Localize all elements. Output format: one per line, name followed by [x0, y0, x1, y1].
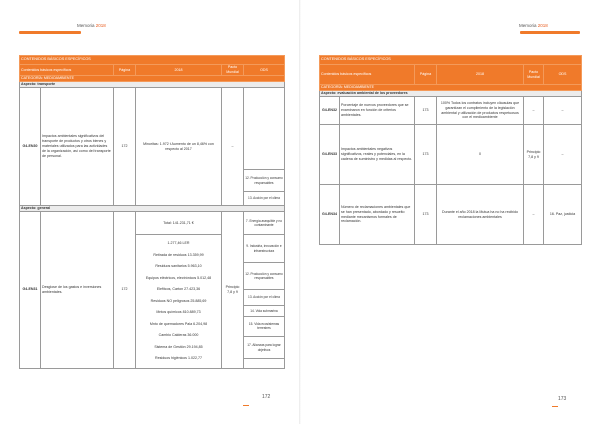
pacto-value: –: [524, 97, 544, 125]
page-number: 172: [262, 394, 271, 400]
page-number-tick: [243, 405, 249, 406]
indicator-value: 0: [437, 125, 524, 185]
ods-value: –: [544, 125, 582, 185]
ods-item: 13. Acción por el clima: [244, 289, 285, 305]
aspect-row: Aspecto: general: [20, 206, 285, 212]
col-header-ods: ODS: [244, 65, 285, 76]
ods-item: 12. Producción y consumo responsables: [244, 170, 285, 192]
pacto-value: Principio 7,8 y 9: [222, 212, 244, 369]
col-header-year: 2018: [437, 65, 524, 85]
list-item: Elefitcos, Carton 27.423,36: [156, 287, 201, 291]
list-item: Mnto de quemadores Pala 6.204,98: [149, 321, 208, 326]
page-number-tick: [552, 406, 558, 407]
gri-table-left: [19, 55, 285, 369]
gri-table-right: [319, 55, 582, 245]
ods-item: 15. Vida ecosistemas terrestres: [244, 316, 285, 336]
list-item: Residuos higiénicos 1.022,77: [155, 356, 202, 360]
list-item: Residuos sanitarios 5.963,10: [155, 264, 202, 268]
ods-item: 9. Industria, innovación e infraestructura: [244, 235, 285, 263]
ods-item: 12. Producción y consumo responsables: [244, 263, 285, 290]
col-header-content: Contenidos básicos específicos: [320, 65, 415, 85]
list-item: Cambio Calderas 36.000: [158, 333, 199, 337]
header-accent-bar: [520, 31, 580, 34]
col-header-ods: ODS: [544, 65, 582, 85]
indicator-code: G4-EN34: [320, 185, 340, 245]
indicator-description: Desglose de los gastos e inversiones ambientales.: [41, 212, 114, 369]
page-number: 173: [558, 396, 567, 402]
indicator-page: 172: [114, 212, 136, 369]
indicator-page: 172: [114, 88, 136, 206]
indicator-description: Impactos ambientales significativos del transporte de productos y otros bienes y materiales utilizados para las actividades de la organización, así como del transporte de personal.: [41, 88, 114, 206]
column-header-row: [320, 65, 582, 85]
pacto-value: –: [222, 88, 244, 206]
column-header-row: [20, 65, 285, 76]
header-accent-bar: [19, 31, 81, 34]
indicator-value: Durante el año 2018 la Mutua ha no ha recibido reclamaciones ambientales: [437, 185, 524, 245]
pacto-value: –: [524, 185, 544, 245]
table-row: [20, 212, 285, 235]
list-item: Retirada de residuos 13.359,99: [153, 252, 204, 257]
ods-item: 7. Energía asequible y no contaminante: [244, 212, 285, 235]
col-header-content: Contenidos básicos específicos: [20, 65, 114, 76]
aspect-row: Aspecto: evaluación ambiental de los proveedores: [320, 91, 582, 97]
col-header-page: Página: [415, 65, 437, 85]
list-item: Equipos eléctricos, electrónicos 5.012,48: [145, 275, 212, 280]
ods-item: 17. Alianzas para lograr objetivos: [244, 337, 285, 359]
ods-item: 14. Vida submarina: [244, 305, 285, 316]
table-row: [320, 185, 582, 245]
col-header-pacto: Pacto Mundial: [222, 65, 244, 76]
table-row: [320, 97, 582, 125]
pacto-value: Principio 7,8 y 9: [524, 125, 544, 185]
indicator-code: G4-EN32: [320, 97, 340, 125]
running-header: Memoria 2018: [77, 23, 106, 28]
indicator-code: G4-EN31: [20, 212, 41, 369]
list-item: Sistema de Gestión 29.194,85: [154, 344, 203, 349]
running-header: Memoria 2018: [519, 23, 548, 28]
expense-total: Total: 141.231,71 €: [136, 212, 222, 235]
expense-list: [136, 235, 222, 369]
indicator-description: Número de reclamaciones ambientales que se han presentado, abordado y resuelto mediante mecanismos formales de reclamación.: [340, 185, 415, 245]
col-header-pacto: Pacto Mundial: [524, 65, 544, 85]
right-page: [300, 0, 600, 424]
table-row: [20, 88, 285, 170]
indicator-code: G4-EN33: [320, 125, 340, 185]
section-header-row: CONTENIDOS BÁSICOS ESPECÍFICOS: [20, 56, 285, 65]
list-item: Mntos químicos 810.889,73: [156, 310, 201, 314]
indicator-page: 173: [415, 125, 437, 185]
ods-value: –: [544, 97, 582, 125]
indicator-page: 173: [415, 185, 437, 245]
col-header-year: 2018: [136, 65, 222, 76]
indicator-code: G4-EN30: [20, 88, 41, 206]
list-item: Residuos NO peligrosos 25.885,69: [150, 298, 207, 303]
col-header-page: Página: [114, 65, 136, 76]
section-header-row: CONTENIDOS BÁSICOS ESPECÍFICOS: [320, 56, 582, 65]
indicator-value: Minoritas: 1.972 t Aumento de un 8,46% con respecto al 2017: [136, 88, 222, 206]
indicator-value: 100% Todos los contratos incluyen cláusulas que garantizan el cumplimiento de la legislación ambiental y utilización de productos respetuosos con el medioambiente: [437, 97, 524, 125]
indicator-description: Impactos ambientales negativos significativos, reales y potenciales, en la cadena de suministro y medidas al respecto.: [340, 125, 415, 185]
table-row: [320, 125, 582, 185]
ods-value: 16. Paz, justicia: [544, 185, 582, 245]
ods-item: 13. Acción por el clima: [244, 192, 285, 206]
list-item: 1.277,46 LER: [167, 241, 190, 245]
aspect-row: Aspecto: transporte: [20, 82, 285, 88]
category-row: CATEGORÍA: MEDIOAMBIENTE: [20, 76, 285, 82]
category-row: CATEGORÍA: MEDIOAMBIENTE: [320, 85, 582, 91]
indicator-description: Porcentaje de nuevos proveedores que se examinaron en función de criterios ambientales.: [340, 97, 415, 125]
indicator-page: 173: [415, 97, 437, 125]
